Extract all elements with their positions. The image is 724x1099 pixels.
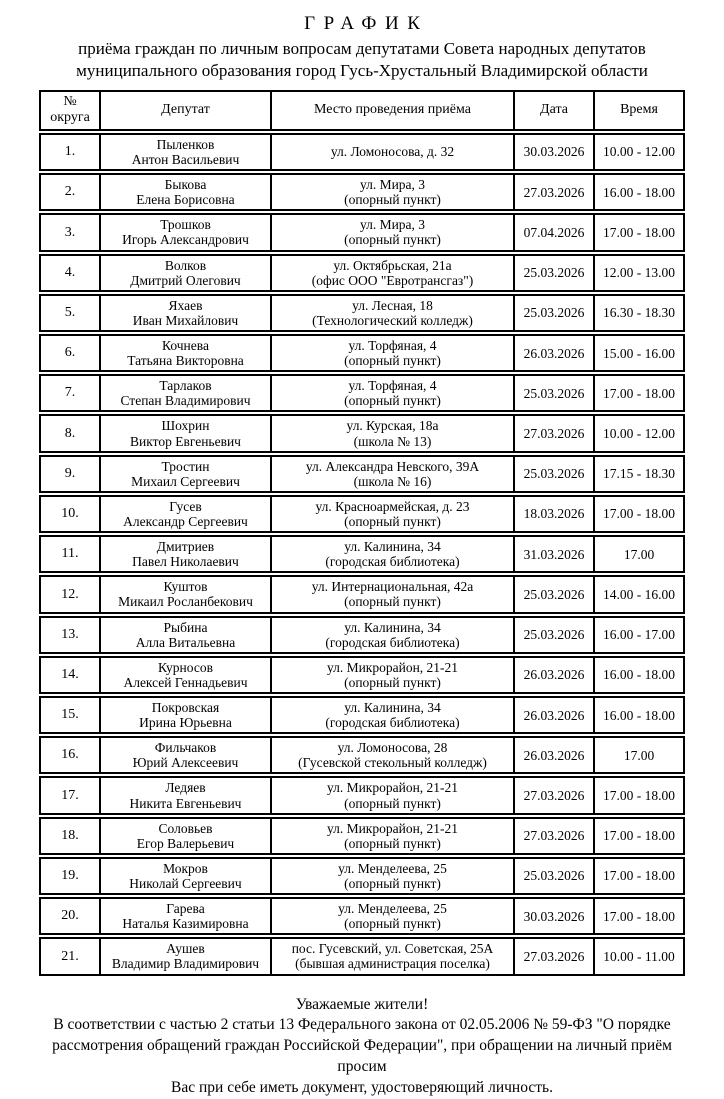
reception-time: 16.00 - 18.00 — [593, 173, 685, 211]
district-number: 2. — [39, 173, 99, 211]
reception-place: ул. Интернациональная, 42а (опорный пункт) — [270, 575, 513, 613]
reception-place: ул. Мира, 3 (опорный пункт) — [270, 173, 513, 211]
district-number: 16. — [39, 736, 99, 774]
reception-time: 17.00 - 18.00 — [593, 857, 685, 895]
table-row — [39, 414, 685, 452]
district-number: 6. — [39, 334, 99, 372]
district-number: 13. — [39, 616, 99, 654]
table-row — [39, 254, 685, 292]
footer-line-2: рассмотрения обращений граждан Российской Федерации", при обращении на личный приём просим — [39, 1036, 685, 1078]
reception-time: 16.00 - 17.00 — [593, 616, 685, 654]
reception-schedule-table — [39, 88, 685, 978]
reception-date: 25.03.2026 — [513, 254, 593, 292]
reception-place: ул. Калинина, 34 (городская библиотека) — [270, 616, 513, 654]
deputy-name: Куштов Микаил Росланбекович — [99, 575, 270, 613]
document-title: ГРАФИК — [39, 13, 685, 35]
reception-date: 30.03.2026 — [513, 133, 593, 171]
deputy-name: Шохрин Виктор Евгеньевич — [99, 414, 270, 452]
reception-date: 25.03.2026 — [513, 374, 593, 412]
reception-place: ул. Микрорайон, 21-21 (опорный пункт) — [270, 656, 513, 694]
reception-time: 17.00 - 18.00 — [593, 817, 685, 855]
district-number: 9. — [39, 455, 99, 493]
reception-time: 17.15 - 18.30 — [593, 455, 685, 493]
reception-place: ул. Ломоносова, д. 32 — [270, 133, 513, 171]
header-district-number: № округа — [39, 90, 99, 131]
reception-time: 10.00 - 12.00 — [593, 414, 685, 452]
table-row — [39, 495, 685, 533]
footer-heading: Уважаемые жители! — [39, 995, 685, 1016]
deputy-name: Покровская Ирина Юрьевна — [99, 696, 270, 734]
district-number: 3. — [39, 213, 99, 251]
deputy-name: Волков Дмитрий Олегович — [99, 254, 270, 292]
reception-time: 12.00 - 13.00 — [593, 254, 685, 292]
table-row — [39, 294, 685, 332]
reception-place: ул. Красноармейская, д. 23 (опорный пункт) — [270, 495, 513, 533]
reception-date: 25.03.2026 — [513, 575, 593, 613]
reception-date: 27.03.2026 — [513, 937, 593, 975]
reception-place: ул. Торфяная, 4 (опорный пункт) — [270, 334, 513, 372]
deputy-name: Рыбина Алла Витальевна — [99, 616, 270, 654]
reception-place: ул. Калинина, 34 (городская библиотека) — [270, 696, 513, 734]
subtitle-line-2: муниципального образования город Гусь-Хрустальный Владимирской области — [39, 60, 685, 82]
reception-time: 10.00 - 12.00 — [593, 133, 685, 171]
schedule-table-body — [39, 133, 685, 976]
reception-time: 15.00 - 16.00 — [593, 334, 685, 372]
reception-date: 26.03.2026 — [513, 656, 593, 694]
footer-note — [39, 995, 685, 1099]
table-row — [39, 133, 685, 171]
reception-place: ул. Александра Невского, 39А (школа № 16) — [270, 455, 513, 493]
header-deputy: Депутат — [99, 90, 270, 131]
table-row — [39, 817, 685, 855]
table-row — [39, 455, 685, 493]
table-row — [39, 374, 685, 412]
table-row — [39, 213, 685, 251]
footer-line-1: В соответствии с частью 2 статьи 13 Федерального закона от 02.05.2006 № 59-ФЗ "О порядке — [39, 1015, 685, 1036]
reception-place: ул. Микрорайон, 21-21 (опорный пункт) — [270, 817, 513, 855]
reception-date: 26.03.2026 — [513, 334, 593, 372]
reception-date: 18.03.2026 — [513, 495, 593, 533]
reception-date: 25.03.2026 — [513, 455, 593, 493]
reception-place: ул. Мира, 3 (опорный пункт) — [270, 213, 513, 251]
district-number: 5. — [39, 294, 99, 332]
reception-time: 16.00 - 18.00 — [593, 656, 685, 694]
reception-place: ул. Микрорайон, 21-21 (опорный пункт) — [270, 776, 513, 814]
deputy-name: Гусев Александр Сергеевич — [99, 495, 270, 533]
reception-time: 17.00 — [593, 535, 685, 573]
header-time: Время — [593, 90, 685, 131]
district-number: 17. — [39, 776, 99, 814]
reception-date: 07.04.2026 — [513, 213, 593, 251]
document-subtitle — [39, 38, 685, 83]
district-number: 19. — [39, 857, 99, 895]
deputy-name: Курносов Алексей Геннадьевич — [99, 656, 270, 694]
table-row — [39, 535, 685, 573]
reception-date: 25.03.2026 — [513, 616, 593, 654]
table-row — [39, 736, 685, 774]
table-row — [39, 857, 685, 895]
reception-time: 16.30 - 18.30 — [593, 294, 685, 332]
deputy-name: Мокров Николай Сергеевич — [99, 857, 270, 895]
reception-date: 30.03.2026 — [513, 897, 593, 935]
table-row — [39, 173, 685, 211]
reception-date: 27.03.2026 — [513, 817, 593, 855]
reception-time: 17.00 - 18.00 — [593, 374, 685, 412]
table-row — [39, 937, 685, 975]
reception-time: 14.00 - 16.00 — [593, 575, 685, 613]
district-number: 18. — [39, 817, 99, 855]
reception-place: ул. Менделеева, 25 (опорный пункт) — [270, 897, 513, 935]
district-number: 20. — [39, 897, 99, 935]
deputy-name: Кочнева Татьяна Викторовна — [99, 334, 270, 372]
reception-date: 27.03.2026 — [513, 414, 593, 452]
table-row — [39, 897, 685, 935]
reception-place: ул. Курская, 18а (школа № 13) — [270, 414, 513, 452]
district-number: 15. — [39, 696, 99, 734]
deputy-name: Дмитриев Павел Николаевич — [99, 535, 270, 573]
district-number: 12. — [39, 575, 99, 613]
deputy-name: Тарлаков Степан Владимирович — [99, 374, 270, 412]
reception-place: ул. Октябрьская, 21а (офис ООО "Евротрансгаз") — [270, 254, 513, 292]
district-number: 14. — [39, 656, 99, 694]
reception-date: 25.03.2026 — [513, 294, 593, 332]
deputy-name: Тростин Михаил Сергеевич — [99, 455, 270, 493]
table-row — [39, 776, 685, 814]
deputy-name: Ледяев Никита Евгеньевич — [99, 776, 270, 814]
reception-place: ул. Менделеева, 25 (опорный пункт) — [270, 857, 513, 895]
deputy-name: Аушев Владимир Владимирович — [99, 937, 270, 975]
district-number: 7. — [39, 374, 99, 412]
table-row — [39, 656, 685, 694]
district-number: 8. — [39, 414, 99, 452]
deputy-name: Яхаев Иван Михайлович — [99, 294, 270, 332]
reception-time: 17.00 - 18.00 — [593, 897, 685, 935]
district-number: 21. — [39, 937, 99, 975]
reception-place: ул. Ломоносова, 28 (Гусевской стекольный колледж) — [270, 736, 513, 774]
table-row — [39, 334, 685, 372]
reception-place: ул. Торфяная, 4 (опорный пункт) — [270, 374, 513, 412]
deputy-name: Пыленков Антон Васильевич — [99, 133, 270, 171]
table-row — [39, 575, 685, 613]
reception-place: ул. Калинина, 34 (городская библиотека) — [270, 535, 513, 573]
deputy-name: Фильчаков Юрий Алексеевич — [99, 736, 270, 774]
deputy-name: Соловьев Егор Валерьевич — [99, 817, 270, 855]
reception-time: 17.00 - 18.00 — [593, 495, 685, 533]
footer-line-3: Вас при себе иметь документ, удостоверяющий личность. — [39, 1078, 685, 1099]
subtitle-line-1: приёма граждан по личным вопросам депутатами Совета народных депутатов — [39, 38, 685, 60]
header-reception-place: Место проведения приёма — [270, 90, 513, 131]
table-header-row — [39, 90, 685, 131]
deputy-name: Быкова Елена Борисовна — [99, 173, 270, 211]
deputy-name: Трошков Игорь Александрович — [99, 213, 270, 251]
reception-place: пос. Гусевский, ул. Советская, 25А (бывшая администрация поселка) — [270, 937, 513, 975]
district-number: 1. — [39, 133, 99, 171]
header-date: Дата — [513, 90, 593, 131]
reception-date: 26.03.2026 — [513, 736, 593, 774]
district-number: 4. — [39, 254, 99, 292]
table-row — [39, 696, 685, 734]
reception-date: 27.03.2026 — [513, 776, 593, 814]
reception-date: 31.03.2026 — [513, 535, 593, 573]
district-number: 11. — [39, 535, 99, 573]
reception-time: 17.00 - 18.00 — [593, 776, 685, 814]
reception-place: ул. Лесная, 18 (Технологический колледж) — [270, 294, 513, 332]
reception-time: 16.00 - 18.00 — [593, 696, 685, 734]
reception-time: 17.00 — [593, 736, 685, 774]
reception-date: 27.03.2026 — [513, 173, 593, 211]
reception-time: 17.00 - 18.00 — [593, 213, 685, 251]
deputy-name: Гарева Наталья Казимировна — [99, 897, 270, 935]
table-row — [39, 616, 685, 654]
reception-date: 26.03.2026 — [513, 696, 593, 734]
reception-date: 25.03.2026 — [513, 857, 593, 895]
reception-time: 10.00 - 11.00 — [593, 937, 685, 975]
district-number: 10. — [39, 495, 99, 533]
